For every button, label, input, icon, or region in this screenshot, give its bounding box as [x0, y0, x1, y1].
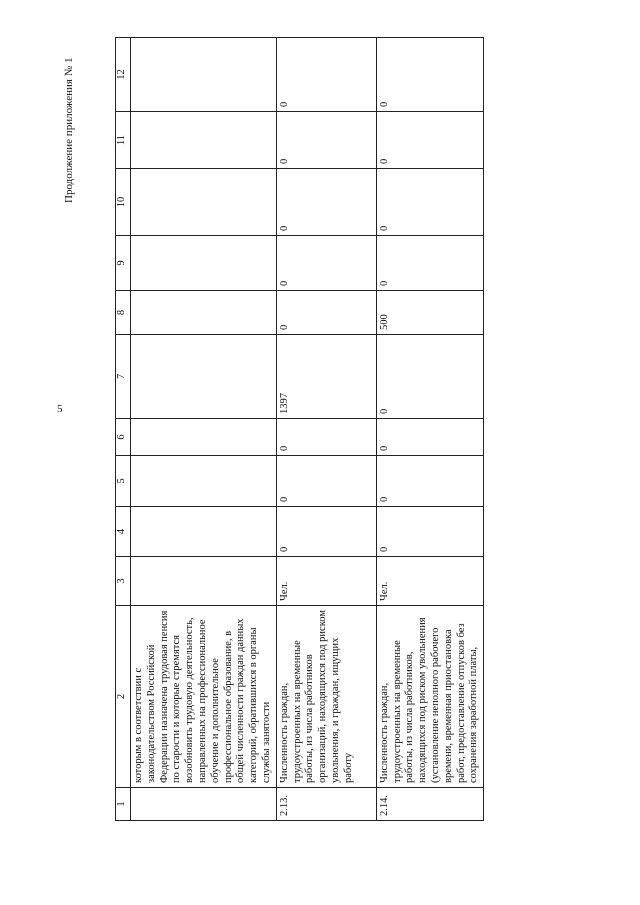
header-cell: 1	[116, 788, 131, 821]
table-header-row	[116, 38, 131, 821]
cell-col5: 0	[276, 456, 376, 507]
page-number: 5	[57, 403, 63, 415]
cell-col8: 500	[376, 291, 483, 335]
cell-col9: 0	[376, 236, 483, 291]
rotated-table	[115, 38, 484, 821]
header-cell: 5	[116, 456, 131, 507]
appendix-note-container	[64, 34, 76, 214]
header-cell: 11	[116, 112, 131, 169]
cell-col12: 0	[276, 38, 376, 112]
indicator-table	[115, 37, 484, 821]
cell-col10: 0	[276, 169, 376, 236]
row-unit: Чел.	[276, 557, 376, 606]
cell-col7: 0	[376, 335, 483, 419]
cell-col12	[131, 38, 277, 112]
cell-col8: 0	[276, 291, 376, 335]
header-cell: 8	[116, 291, 131, 335]
header-cell: 2	[116, 606, 131, 788]
cell-col12: 0	[376, 38, 483, 112]
row-number: 2.14.	[376, 788, 483, 821]
header-cell: 9	[116, 236, 131, 291]
table-row	[276, 38, 376, 821]
header-cell: 4	[116, 507, 131, 557]
cell-col6	[131, 419, 277, 456]
cell-col11	[131, 112, 277, 169]
cell-col6: 0	[376, 419, 483, 456]
cell-col9: 0	[276, 236, 376, 291]
cell-col4: 0	[376, 507, 483, 557]
header-cell: 6	[116, 419, 131, 456]
row-description: Численность граждан, трудоустроенных на временные работы, из числа работников, находящихся под риском увольнения (установление неполного рабочего времени, временная приостановка работ, предоставление отпусков без сохранения заработной платы,	[376, 606, 483, 788]
cell-col10: 0	[376, 169, 483, 236]
cell-col7	[131, 335, 277, 419]
row-number	[131, 788, 277, 821]
table-row	[131, 38, 277, 821]
cell-col5: 0	[376, 456, 483, 507]
cell-col4	[131, 507, 277, 557]
row-description: которым в соответствии с законодательством Российской Федерации назначена трудовая пенсия по старости и которые стремятся возобновить трудовую деятельность, направленных на профессиональное обучение и дополнительное профессиональное образование, в общей численности граждан данных категорий, обратившихся в органы службы занятости	[131, 606, 277, 788]
cell-col5	[131, 456, 277, 507]
cell-col9	[131, 236, 277, 291]
cell-col8	[131, 291, 277, 335]
cell-col6: 0	[276, 419, 376, 456]
row-unit: Чел.	[376, 557, 483, 606]
appendix-note: Продолжение приложения № 1	[63, 57, 75, 203]
row-unit	[131, 557, 277, 606]
header-cell: 12	[116, 38, 131, 112]
cell-col11: 0	[276, 112, 376, 169]
cell-col4: 0	[276, 507, 376, 557]
row-description: Численность граждан, трудоустроенных на временные работы, из числа работников организаций, находящихся под риском увольнения, и граждан, ищущих работу	[276, 606, 376, 788]
cell-col11: 0	[376, 112, 483, 169]
cell-col7: 1397	[276, 335, 376, 419]
table-row	[376, 38, 483, 821]
header-cell: 10	[116, 169, 131, 236]
cell-col10	[131, 169, 277, 236]
header-cell: 7	[116, 335, 131, 419]
row-number: 2.13.	[276, 788, 376, 821]
header-cell: 3	[116, 557, 131, 606]
